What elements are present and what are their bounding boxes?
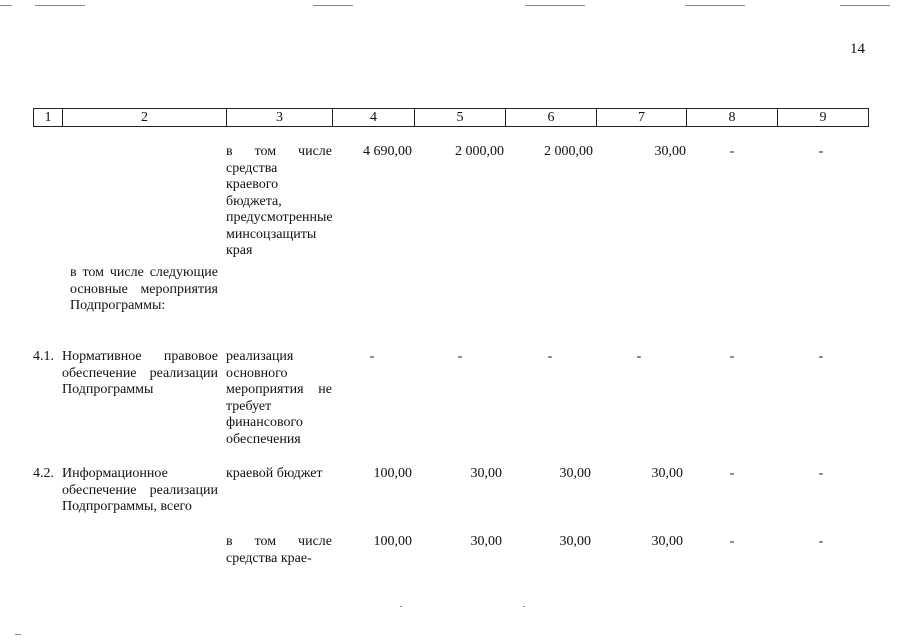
value-col-9: - bbox=[818, 534, 824, 549]
value-col-6: 30,00 bbox=[559, 534, 591, 549]
value-col-6: 2 000,00 bbox=[544, 144, 593, 159]
scan-artifact-line bbox=[840, 5, 890, 6]
funding-source: реализация основного мероприятия не требует финансового обеспечения bbox=[226, 349, 332, 447]
header-col-3: 3 bbox=[227, 109, 333, 126]
value-col-4: 4 690,00 bbox=[363, 144, 412, 159]
measure-name: Информационное обеспечение реализации Подпрограммы, всего bbox=[62, 466, 218, 514]
header-col-4: 4 bbox=[333, 109, 415, 126]
table-header bbox=[33, 108, 869, 127]
value-col-8: - bbox=[729, 534, 735, 549]
header-col-5: 5 bbox=[415, 109, 506, 126]
value-col-4: 100,00 bbox=[373, 534, 412, 549]
funding-source: в том числе средства краевого бюджета, предусмотренные минсоцзащиты края bbox=[226, 144, 333, 258]
value-col-9: - bbox=[818, 466, 824, 481]
value-col-5: 2 000,00 bbox=[455, 144, 504, 159]
row-number: 4.2. bbox=[33, 466, 54, 481]
header-col-6: 6 bbox=[506, 109, 597, 126]
scan-artifact-line bbox=[400, 606, 402, 607]
scan-artifact-line bbox=[0, 5, 12, 6]
header-col-2: 2 bbox=[63, 109, 227, 126]
value-col-9: - bbox=[818, 144, 824, 159]
scan-artifact-line bbox=[525, 5, 585, 6]
value-col-8: - bbox=[729, 466, 735, 481]
value-col-5: 30,00 bbox=[470, 466, 502, 481]
value-col-8: - bbox=[729, 349, 735, 364]
value-col-7: 30,00 bbox=[651, 534, 683, 549]
value-col-6: 30,00 bbox=[559, 466, 591, 481]
page-number: 14 bbox=[850, 41, 865, 57]
header-col-8: 8 bbox=[687, 109, 778, 126]
row-number: 4.1. bbox=[33, 349, 54, 364]
value-col-6: - bbox=[547, 349, 553, 364]
value-col-4: 100,00 bbox=[373, 466, 412, 481]
funding-source: в том числе средства крае- bbox=[226, 534, 332, 566]
value-col-5: - bbox=[457, 349, 463, 364]
value-col-5: 30,00 bbox=[470, 534, 502, 549]
header-col-9: 9 bbox=[819, 110, 827, 125]
header-col-7: 7 bbox=[597, 109, 687, 126]
header-col-1: 1 bbox=[34, 109, 63, 126]
scan-artifact-line bbox=[523, 606, 525, 607]
value-col-7: - bbox=[636, 349, 642, 364]
scan-artifact-line bbox=[685, 5, 745, 6]
scan-artifact-line bbox=[313, 5, 353, 6]
scan-artifact-line bbox=[15, 634, 21, 635]
scan-artifact-line bbox=[35, 5, 85, 6]
measure-name: Нормативное правовое обеспечение реализации Подпрограммы bbox=[62, 349, 218, 397]
value-col-7: 30,00 bbox=[654, 144, 686, 159]
value-col-8: - bbox=[729, 144, 735, 159]
value-col-9: - bbox=[818, 349, 824, 364]
value-col-4: - bbox=[369, 349, 375, 364]
measure-name: в том числе следующие основные мероприятия Подпрограммы: bbox=[70, 265, 218, 313]
value-col-7: 30,00 bbox=[651, 466, 683, 481]
funding-source: краевой бюджет bbox=[226, 466, 323, 481]
